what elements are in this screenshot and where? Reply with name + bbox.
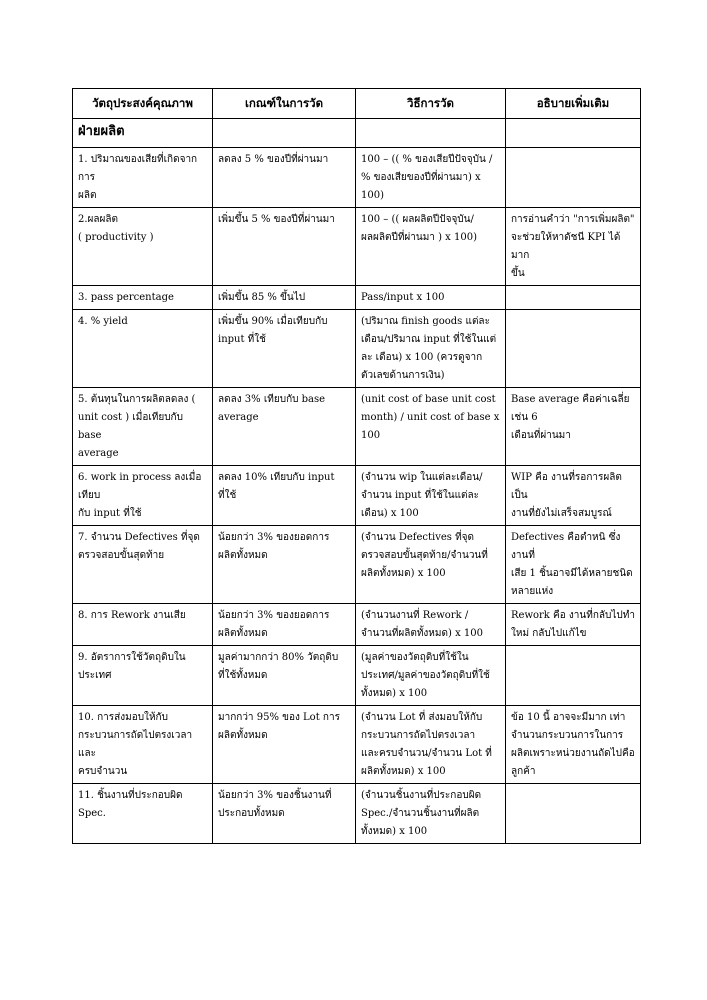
cell-objective: 9. อัตราการใช้วัตถุดิบใน ประเทศ	[73, 646, 213, 706]
cell-method: 100 – (( ผลผลิตปีปัจจุบัน/ ผลผลิตปีที่ผ่านมา ) x 100)	[356, 208, 506, 286]
cell-criteria: ลดลง 10% เทียบกับ input ที่ใช้	[213, 466, 356, 526]
section-empty-cell	[356, 119, 506, 148]
cell-objective: 11. ชิ้นงานที่ประกอบผิด Spec.	[73, 784, 213, 844]
cell-method: (จำนวนชิ้นงานที่ประกอบผิด Spec./จำนวนชิ้นงานที่ผลิต ทั้งหมด) x 100	[356, 784, 506, 844]
table-row	[73, 706, 641, 784]
cell-criteria: มูลค่ามากกว่า 80% วัตถุดิบ ที่ใช้ทั้งหมด	[213, 646, 356, 706]
cell-method: (จำนวน wip ในแต่ละเดือน/ จำนวน input ที่ใช้ในแต่ละ เดือน) x 100	[356, 466, 506, 526]
cell-criteria: ลดลง 3% เทียบกับ base average	[213, 388, 356, 466]
section-empty-cell	[506, 119, 641, 148]
table-row	[73, 388, 641, 466]
cell-note: การอ่านคำว่า "การเพิ่มผลิต" จะช่วยให้หาดัชนี KPI ได้มาก ขึ้น	[506, 208, 641, 286]
cell-method: (จำนวน Lot ที่ ส่งมอบให้กับ กระบวนการถัดไปตรงเวลา และครบจำนวน/จำนวน Lot ที่ ผลิตทั้งหมด) x 100	[356, 706, 506, 784]
header-note: อธิบายเพิ่มเติม	[506, 89, 641, 119]
section-title: ฝ่ายผลิต	[73, 119, 213, 148]
cell-method: Pass/input x 100	[356, 286, 506, 310]
cell-note: Defectives คือตำหนิ ซึ่งงานที่ เสีย 1 ชิ้นอาจมีได้หลายชนิด หลายแห่ง	[506, 526, 641, 604]
cell-objective: 2.ผลผลิต ( productivity )	[73, 208, 213, 286]
table-row	[73, 784, 641, 844]
cell-objective: 5. ต้นทุนในการผลิตลดลง ( unit cost ) เมื่อเทียบกับ base average	[73, 388, 213, 466]
cell-method: (จำนวนงานที่ Rework / จำนวนที่ผลิตทั้งหมด) x 100	[356, 604, 506, 646]
table-row	[73, 310, 641, 388]
cell-criteria: เพิ่มขึ้น 85 % ขึ้นไป	[213, 286, 356, 310]
section-empty-cell	[213, 119, 356, 148]
table-row	[73, 208, 641, 286]
cell-note	[506, 784, 641, 844]
table-row	[73, 604, 641, 646]
cell-criteria: เพิ่มขึ้น 5 % ของปีที่ผ่านมา	[213, 208, 356, 286]
cell-method: (จำนวน Defectives ที่จุด ตรวจสอบขั้นสุดท้าย/จำนวนที่ ผลิตทั้งหมด) x 100	[356, 526, 506, 604]
cell-method: (unit cost of base unit cost month) / unit cost of base x 100	[356, 388, 506, 466]
cell-note	[506, 310, 641, 388]
cell-objective: 8. การ Rework งานเสีย	[73, 604, 213, 646]
table-row	[73, 286, 641, 310]
quality-objectives-table	[72, 88, 641, 844]
cell-note	[506, 148, 641, 208]
cell-objective: 7. จำนวน Defectives ที่จุด ตรวจสอบขั้นสุดท้าย	[73, 526, 213, 604]
cell-criteria: น้อยกว่า 3% ของยอดการ ผลิตทั้งหมด	[213, 526, 356, 604]
cell-criteria: ลดลง 5 % ของปีที่ผ่านมา	[213, 148, 356, 208]
cell-objective: 10. การส่งมอบให้กับ กระบวนการถัดไปตรงเวลาและ ครบจำนวน	[73, 706, 213, 784]
cell-note	[506, 286, 641, 310]
header-method: วิธีการวัด	[356, 89, 506, 119]
cell-method: 100 – (( % ของเสียปีปัจจุบัน / % ของเสียของปีที่ผ่านมา) x 100)	[356, 148, 506, 208]
cell-criteria: มากกว่า 95% ของ Lot การ ผลิตทั้งหมด	[213, 706, 356, 784]
cell-note: Rework คือ งานที่กลับไปทำ ใหม่ กลับไปแก้ไข	[506, 604, 641, 646]
cell-objective: 6. work in process ลงเมื่อเทียบ กับ input ที่ใช้	[73, 466, 213, 526]
cell-objective: 3. pass percentage	[73, 286, 213, 310]
header-objective: วัตถุประสงค์คุณภาพ	[73, 89, 213, 119]
section-row	[73, 119, 641, 148]
table-header-row	[73, 89, 641, 119]
cell-note: Base average คือค่าเฉลี่ย เช่น 6 เดือนที่ผ่านมา	[506, 388, 641, 466]
cell-criteria: น้อยกว่า 3% ของชิ้นงานที่ ประกอบทั้งหมด	[213, 784, 356, 844]
cell-criteria: น้อยกว่า 3% ของยอดการ ผลิตทั้งหมด	[213, 604, 356, 646]
cell-note	[506, 646, 641, 706]
cell-objective: 1. ปริมาณของเสียที่เกิดจากการ ผลิต	[73, 148, 213, 208]
cell-note: ข้อ 10 นี้ อาจจะมีมาก เท่า จำนวนกระบวนการในการ ผลิตเพราะหน่วยงานถัดไปคือ ลูกค้า	[506, 706, 641, 784]
table-row	[73, 148, 641, 208]
table-row	[73, 526, 641, 604]
header-criteria: เกณฑ์ในการวัด	[213, 89, 356, 119]
table-row	[73, 466, 641, 526]
document-page	[72, 88, 640, 844]
cell-method: (มูลค่าของวัตถุดิบที่ใช้ใน ประเทศ/มูลค่าของวัตถุดิบที่ใช้ ทั้งหมด) x 100	[356, 646, 506, 706]
cell-criteria: เพิ่มขึ้น 90% เมื่อเทียบกับ input ที่ใช้	[213, 310, 356, 388]
cell-objective: 4. % yield	[73, 310, 213, 388]
cell-note: WIP คือ งานที่รอการผลิตเป็น งานที่ยังไม่เสร็จสมบูรณ์	[506, 466, 641, 526]
cell-method: (ปริมาณ finish goods แต่ละ เดือน/ปริมาณ input ที่ใช้ในแต่ ละ เดือน) x 100 (ควรดูจาก ตัวเลขด้านการเงิน)	[356, 310, 506, 388]
table-row	[73, 646, 641, 706]
